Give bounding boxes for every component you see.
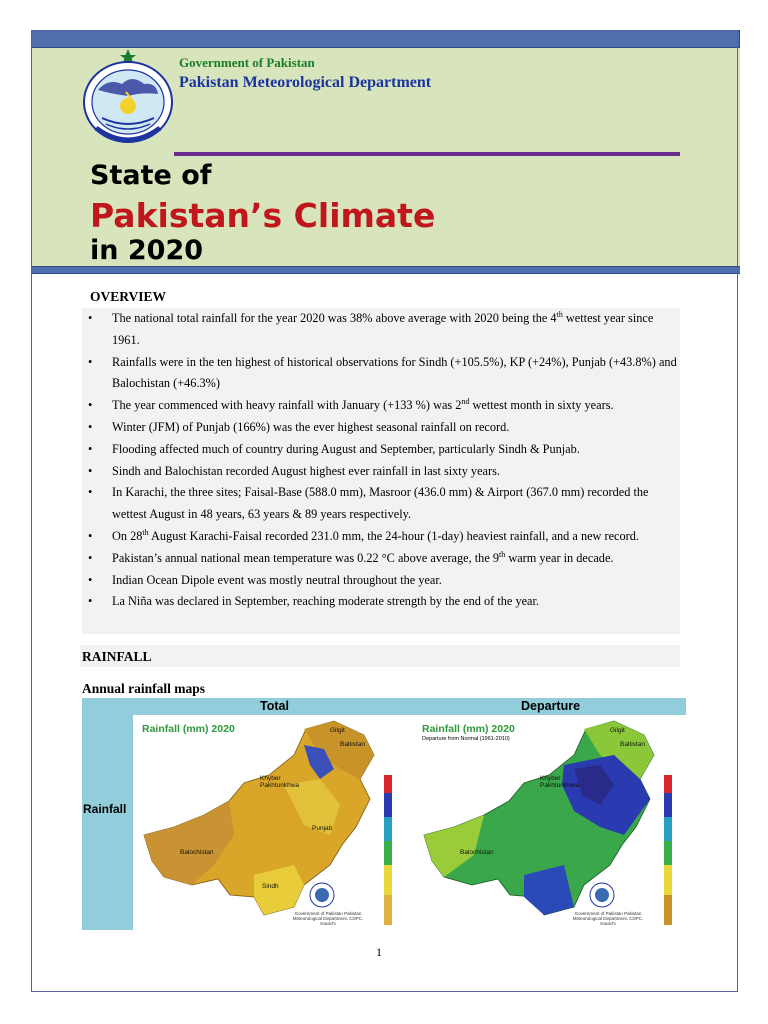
bullet-superscript: th xyxy=(556,309,563,319)
rainfall-heading: RAINFALL xyxy=(82,649,152,664)
label-gilgit: Gilgit xyxy=(330,727,345,734)
maps-subheading: Annual rainfall maps xyxy=(82,681,206,696)
government-name: Government of Pakistan xyxy=(179,55,315,70)
bullet-superscript: th xyxy=(142,527,149,537)
map-departure xyxy=(414,715,686,930)
page-number: 1 xyxy=(376,945,382,959)
bullet-text-continued: warm year in decade. xyxy=(505,550,614,565)
map-table-header xyxy=(133,698,686,715)
overview-bullet xyxy=(82,548,680,570)
overview-bullet xyxy=(82,461,680,483)
label-kp: Khyber Pakhtunkhwa xyxy=(260,775,300,789)
overview-bullet xyxy=(82,439,680,461)
map-total xyxy=(134,715,406,930)
bullet-text: Pakistan’s annual national mean temperature was 0.22 °C above average, the 9 xyxy=(112,550,500,565)
overview-bullet xyxy=(82,570,680,592)
overview-bullet xyxy=(82,591,680,613)
label-balochistan: Balochistan xyxy=(460,849,494,856)
overview-bullet xyxy=(82,482,680,526)
bullet-text: Rainfalls were in the ten highest of historical observations for Sindh (+105.5%), KP (+24%), Punjab (+43.8%) and Balochistan (+46.3%) xyxy=(112,354,677,391)
overview-bullet xyxy=(82,526,680,548)
col-total-label: Total xyxy=(260,699,289,713)
map-departure-subtitle: Departure from Normal (1961-2010) xyxy=(422,736,510,742)
bullet-text: Flooding affected much of country during August and September, particularly Sindh & Punjab. xyxy=(112,441,580,456)
map-departure-image xyxy=(414,715,686,930)
bullet-text: Sindh and Balochistan recorded August highest ever rainfall in last sixty years. xyxy=(112,463,500,478)
header-divider xyxy=(174,152,680,156)
bullet-text: On 28 xyxy=(112,528,143,543)
col-departure-label: Departure xyxy=(521,699,581,713)
bullet-text: In Karachi, the three sites; Faisal-Base (588.0 mm), Masroor (436.0 mm) & Airport (367.0 mm) recorded the wettest August in 48 years, 63 years & 89 years respectively. xyxy=(112,485,649,522)
label-sindh: Sindh xyxy=(262,883,279,890)
title-line-2: Pakistan’s Climate xyxy=(90,196,436,235)
map-total-title: Rainfall (mm) 2020 xyxy=(142,723,235,735)
row-rainfall-label: Rainfall xyxy=(83,802,127,816)
label-balochistan: Balochistan xyxy=(180,849,214,856)
label-baltistan: Baltistan xyxy=(620,741,645,748)
title-line-1: State of xyxy=(90,160,212,191)
map-departure-title: Rainfall (mm) 2020 xyxy=(422,723,515,735)
bullet-text: The year commenced with heavy rainfall with January (+133 %) was 2 xyxy=(112,398,462,413)
bullet-text-continued: wettest year since 1961. xyxy=(112,311,654,347)
overview-bullet xyxy=(82,417,680,439)
overview-bullet xyxy=(82,395,680,417)
bullet-text: Indian Ocean Dipole event was mostly neutral throughout the year. xyxy=(112,572,442,587)
rainfall-heading-box xyxy=(80,645,680,667)
label-punjab: Punjab xyxy=(312,825,333,832)
map-total-credit: Government of Pakistan Pakistan Meteorological Department, CDPC, Karachi xyxy=(292,911,364,926)
department-name: Pakistan Meteorological Department xyxy=(179,74,432,91)
bullet-text: Winter (JFM) of Punjab (166%) was the ever highest seasonal rainfall on record. xyxy=(112,419,510,434)
label-kp: Khyber Pakhtunkhwa xyxy=(540,775,580,789)
map-total-image xyxy=(134,715,406,930)
overview-bullet xyxy=(82,308,680,352)
bullet-superscript: nd xyxy=(461,397,470,407)
title-line-3: in 2020 xyxy=(90,235,204,266)
label-gilgit: Gilgit xyxy=(610,727,625,734)
bullet-text: La Niña was declared in September, reaching moderate strength by the end of the year. xyxy=(112,594,539,609)
overview-list xyxy=(82,308,680,613)
map-departure-credit: Government of Pakistan Pakistan Meteorological Department, CDPC, Karachi xyxy=(572,911,644,926)
bullet-text-continued: wettest month in sixty years. xyxy=(469,398,614,413)
overview-heading: OVERVIEW xyxy=(90,289,167,304)
bullet-text-continued: August Karachi-Faisal recorded 231.0 mm, the 24-hour (1-day) heaviest rainfall, and a new record. xyxy=(148,528,639,543)
overview-bullet xyxy=(82,352,680,396)
bullet-superscript: th xyxy=(499,549,506,559)
label-baltistan: Baltistan xyxy=(340,741,365,748)
bullet-text: The national total rainfall for the year 2020 was 38% above average with 2020 being the 4 xyxy=(112,311,557,325)
pmd-logo-icon xyxy=(82,48,174,144)
